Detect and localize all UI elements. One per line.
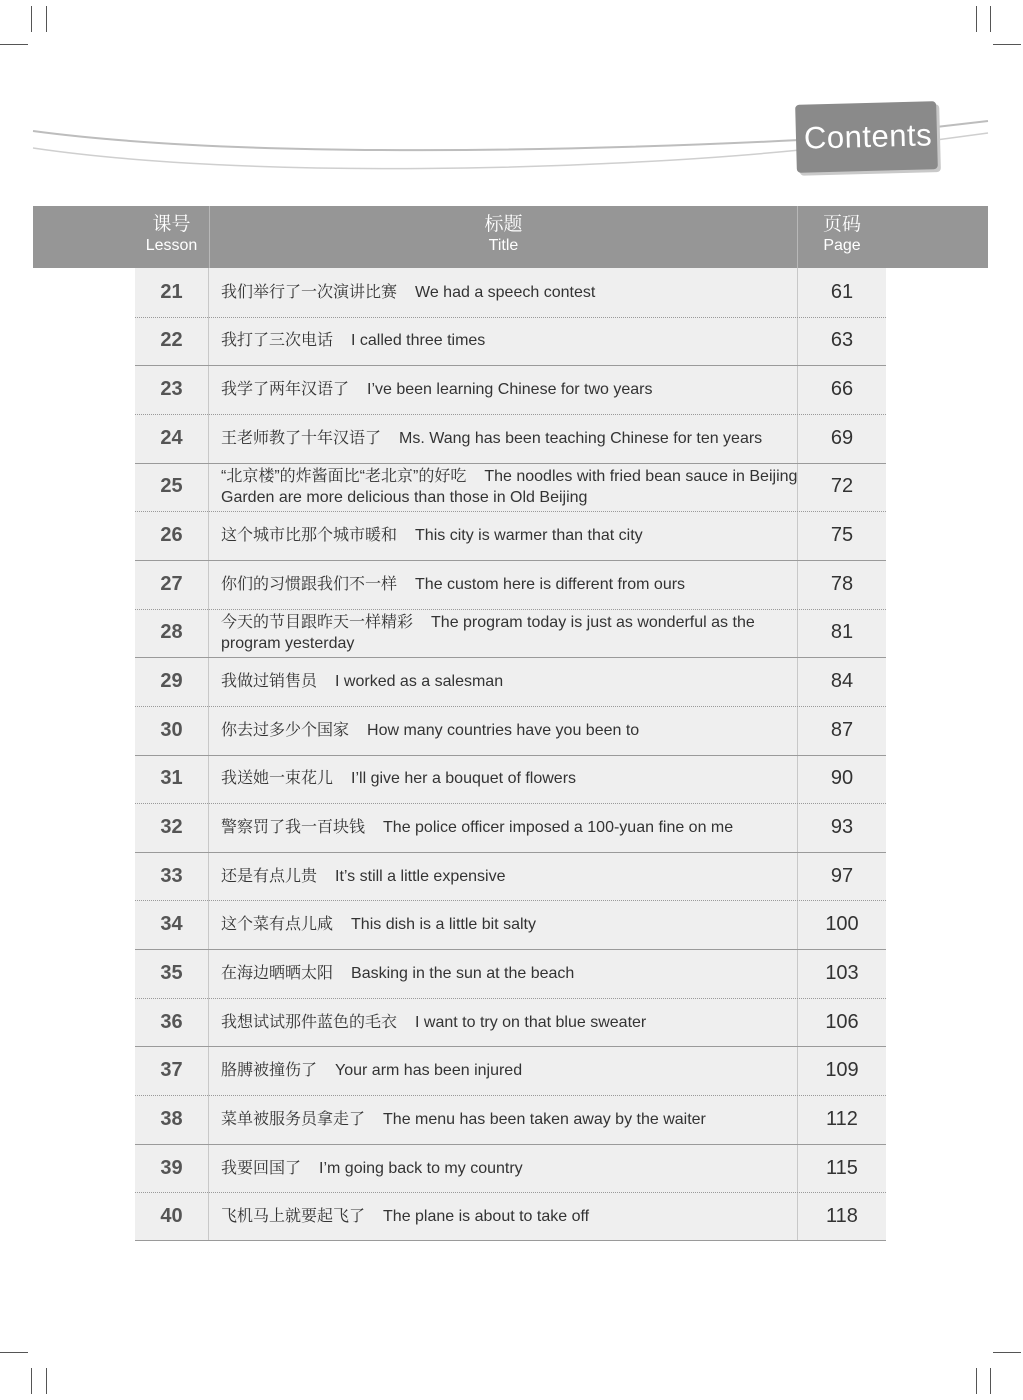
table-row[interactable] [135, 900, 886, 949]
lesson-title-chinese: 我们举行了一次演讲比赛 [221, 283, 398, 301]
row-separator [135, 365, 886, 366]
lesson-title-english: It’s still a little expensive [335, 867, 506, 885]
lesson-page-number: 106 [825, 1010, 859, 1033]
lesson-title [221, 560, 799, 609]
lesson-title [221, 1192, 799, 1241]
lesson-title-chinese: 这个城市比那个城市暖和 [221, 527, 398, 545]
lesson-title-english: The menu has been taken away by the waiter [383, 1110, 706, 1128]
lesson-title-english: How many countries have you been to [367, 721, 640, 739]
lesson-title [221, 803, 799, 852]
row-separator [135, 657, 886, 658]
lesson-number: 34 [160, 913, 183, 936]
lesson-number: 24 [160, 426, 183, 449]
row-separator [135, 755, 886, 756]
lesson-page-number: 112 [826, 1107, 858, 1130]
lesson-page-number: 100 [825, 913, 859, 936]
lesson-title-english: I worked as a salesman [335, 673, 504, 690]
lesson-page-number: 69 [830, 426, 854, 449]
crop-mark [0, 1352, 28, 1353]
lesson-number: 35 [160, 961, 183, 984]
crop-mark [993, 1352, 1021, 1353]
table-row[interactable] [135, 949, 886, 998]
lesson-page-number: 63 [830, 329, 854, 352]
lesson-title-chinese: 你去过多少个国家 [221, 721, 350, 739]
table-row[interactable] [135, 317, 886, 366]
row-separator [135, 949, 886, 950]
lesson-title-chinese: 我送她一束花儿 [221, 770, 334, 788]
lesson-number: 23 [160, 378, 183, 401]
crop-mark [46, 1368, 47, 1394]
lesson-title-chinese: 这个菜有点儿咸 [221, 916, 334, 934]
lesson-title-chinese: 我要回国了 [221, 1159, 302, 1177]
lesson-title [221, 755, 799, 804]
lesson-title [221, 657, 799, 706]
lesson-number: 28 [160, 621, 183, 644]
row-separator [135, 511, 886, 512]
lesson-title [221, 609, 799, 658]
lesson-page-number: 81 [830, 621, 854, 644]
lesson-title-chinese: “北京楼”的炸酱面比“老北京”的好吃 [221, 467, 467, 485]
table-row[interactable] [135, 414, 886, 463]
lesson-number: 38 [160, 1107, 183, 1130]
lesson-page-number: 75 [830, 524, 854, 547]
row-separator [135, 900, 886, 901]
table-row[interactable] [135, 706, 886, 755]
lesson-page-number: 72 [830, 475, 854, 498]
table-row[interactable] [135, 998, 886, 1047]
lesson-title-english: Your arm has been injured [335, 1062, 523, 1080]
column-header-lesson: 课号 Lesson [145, 214, 198, 254]
lesson-number: 27 [160, 572, 183, 595]
contents-heading-tab [795, 101, 938, 173]
lesson-title-english: I want to try on that blue sweater [415, 1013, 647, 1031]
lesson-number: 26 [160, 524, 183, 547]
table-row[interactable] [135, 657, 886, 706]
lesson-number: 22 [160, 329, 183, 352]
lesson-title-chinese: 胳膊被撞伤了 [221, 1062, 318, 1080]
lesson-title [221, 414, 799, 463]
row-separator [135, 803, 886, 804]
lesson-number: 40 [160, 1205, 183, 1228]
lesson-title-chinese: 还是有点儿贵 [221, 867, 318, 885]
lesson-page-number: 61 [830, 280, 854, 303]
row-separator [135, 1240, 886, 1241]
lesson-title-chinese: 我做过销售员 [221, 673, 318, 690]
lesson-number: 39 [160, 1156, 183, 1179]
table-row[interactable] [135, 511, 886, 560]
lesson-page-number: 97 [830, 864, 854, 887]
row-separator [135, 706, 886, 707]
lesson-title-english: This dish is a little bit salty [351, 916, 536, 934]
table-row[interactable] [135, 1192, 886, 1241]
contents-table [135, 268, 886, 1241]
lesson-page-number: 118 [826, 1205, 858, 1228]
lesson-title-chinese: 我想试试那件蓝色的毛衣 [221, 1013, 398, 1031]
lesson-title-english: The noodles with fried bean sauce in Beijing Garden are more delicious than those in Old Beijing [221, 467, 798, 506]
lesson-number: 25 [160, 475, 183, 498]
lesson-title-chinese: 在海边晒晒太阳 [221, 964, 334, 982]
lesson-title-chinese: 我学了两年汉语了 [221, 381, 350, 399]
lesson-title-chinese: 你们的习惯跟我们不一样 [221, 575, 398, 593]
lesson-title [221, 998, 799, 1047]
lesson-number: 37 [160, 1059, 183, 1082]
table-header [33, 206, 988, 268]
row-separator [135, 317, 886, 318]
lesson-title-english: The police officer imposed a 100-yuan fine on me [383, 818, 734, 836]
lesson-title-english: I’ll give her a bouquet of flowers [351, 770, 577, 788]
table-row[interactable] [135, 463, 886, 512]
lesson-page-number: 109 [825, 1059, 859, 1082]
lesson-title [221, 511, 799, 560]
lesson-title-english: This city is warmer than that city [415, 527, 643, 545]
crop-mark [990, 1368, 991, 1394]
lesson-title [221, 463, 799, 512]
lesson-title-english: I called three times [351, 332, 486, 350]
lesson-number: 36 [160, 1010, 183, 1033]
lesson-title-english: We had a speech contest [415, 283, 596, 301]
lesson-page-number: 87 [830, 718, 854, 741]
table-row[interactable] [135, 852, 886, 901]
lesson-title [221, 900, 799, 949]
lesson-title-english: I’m going back to my country [319, 1159, 523, 1177]
lesson-title-chinese: 菜单被服务员拿走了 [221, 1110, 366, 1128]
lesson-title [221, 268, 799, 317]
lesson-page-number: 90 [830, 767, 854, 790]
lesson-title [221, 1046, 799, 1095]
lesson-title-english: Basking in the sun at the beach [351, 964, 575, 982]
lesson-title [221, 706, 799, 755]
column-header-page: 页码 Page [822, 214, 861, 254]
lesson-title-english: The plane is about to take off [383, 1208, 590, 1226]
lesson-title [221, 317, 799, 366]
lesson-title [221, 365, 799, 414]
lesson-title [221, 1095, 799, 1144]
lesson-title-english: I’ve been learning Chinese for two years [367, 381, 653, 399]
lesson-number: 33 [160, 864, 183, 887]
row-separator [135, 463, 886, 464]
crop-mark [31, 1368, 32, 1394]
table-row[interactable] [135, 1046, 886, 1095]
lesson-title-english: The custom here is different from ours [415, 575, 686, 593]
lesson-number: 21 [160, 280, 183, 303]
table-row[interactable] [135, 560, 886, 609]
row-separator [135, 609, 886, 610]
table-row[interactable] [135, 609, 886, 658]
table-row[interactable] [135, 268, 886, 317]
table-row[interactable] [135, 803, 886, 852]
column-header-title: 标题 Title [484, 214, 523, 254]
lesson-page-number: 78 [830, 572, 854, 595]
lesson-title-chinese: 警察罚了我一百块钱 [221, 818, 366, 836]
table-row[interactable] [135, 755, 886, 804]
crop-mark [976, 1368, 977, 1394]
lesson-page-number: 115 [826, 1156, 858, 1179]
table-row[interactable] [135, 1095, 886, 1144]
lesson-title-english: Ms. Wang has been teaching Chinese for ten years [399, 429, 763, 447]
lesson-title-chinese: 我打了三次电话 [221, 332, 334, 350]
row-separator [135, 1144, 886, 1145]
row-separator [135, 852, 886, 853]
lesson-page-number: 103 [825, 961, 859, 984]
contents-heading: Contents [803, 117, 933, 156]
lesson-number: 29 [160, 670, 183, 692]
lesson-title-chinese: 今天的节目跟昨天一样精彩 [221, 613, 414, 631]
lesson-title-chinese: 王老师教了十年汉语了 [221, 429, 382, 447]
row-separator [135, 998, 886, 999]
row-separator [135, 560, 886, 561]
row-separator [135, 1095, 886, 1096]
table-row[interactable] [135, 365, 886, 414]
row-separator [135, 414, 886, 415]
lesson-page-number: 84 [830, 670, 854, 692]
table-row[interactable] [135, 1144, 886, 1193]
lesson-title [221, 852, 799, 901]
lesson-page-number: 93 [830, 815, 854, 838]
row-separator [135, 1192, 886, 1193]
lesson-title-chinese: 飞机马上就要起飞了 [221, 1208, 366, 1226]
row-separator [135, 1046, 886, 1047]
lesson-page-number: 66 [830, 378, 854, 401]
lesson-number: 32 [160, 815, 183, 838]
lesson-number: 31 [160, 767, 183, 790]
lesson-number: 30 [160, 718, 183, 741]
lesson-title [221, 949, 799, 998]
lesson-title-english: The program today is just as wonderful as the program yesterday [221, 613, 755, 652]
lesson-title [221, 1144, 799, 1193]
